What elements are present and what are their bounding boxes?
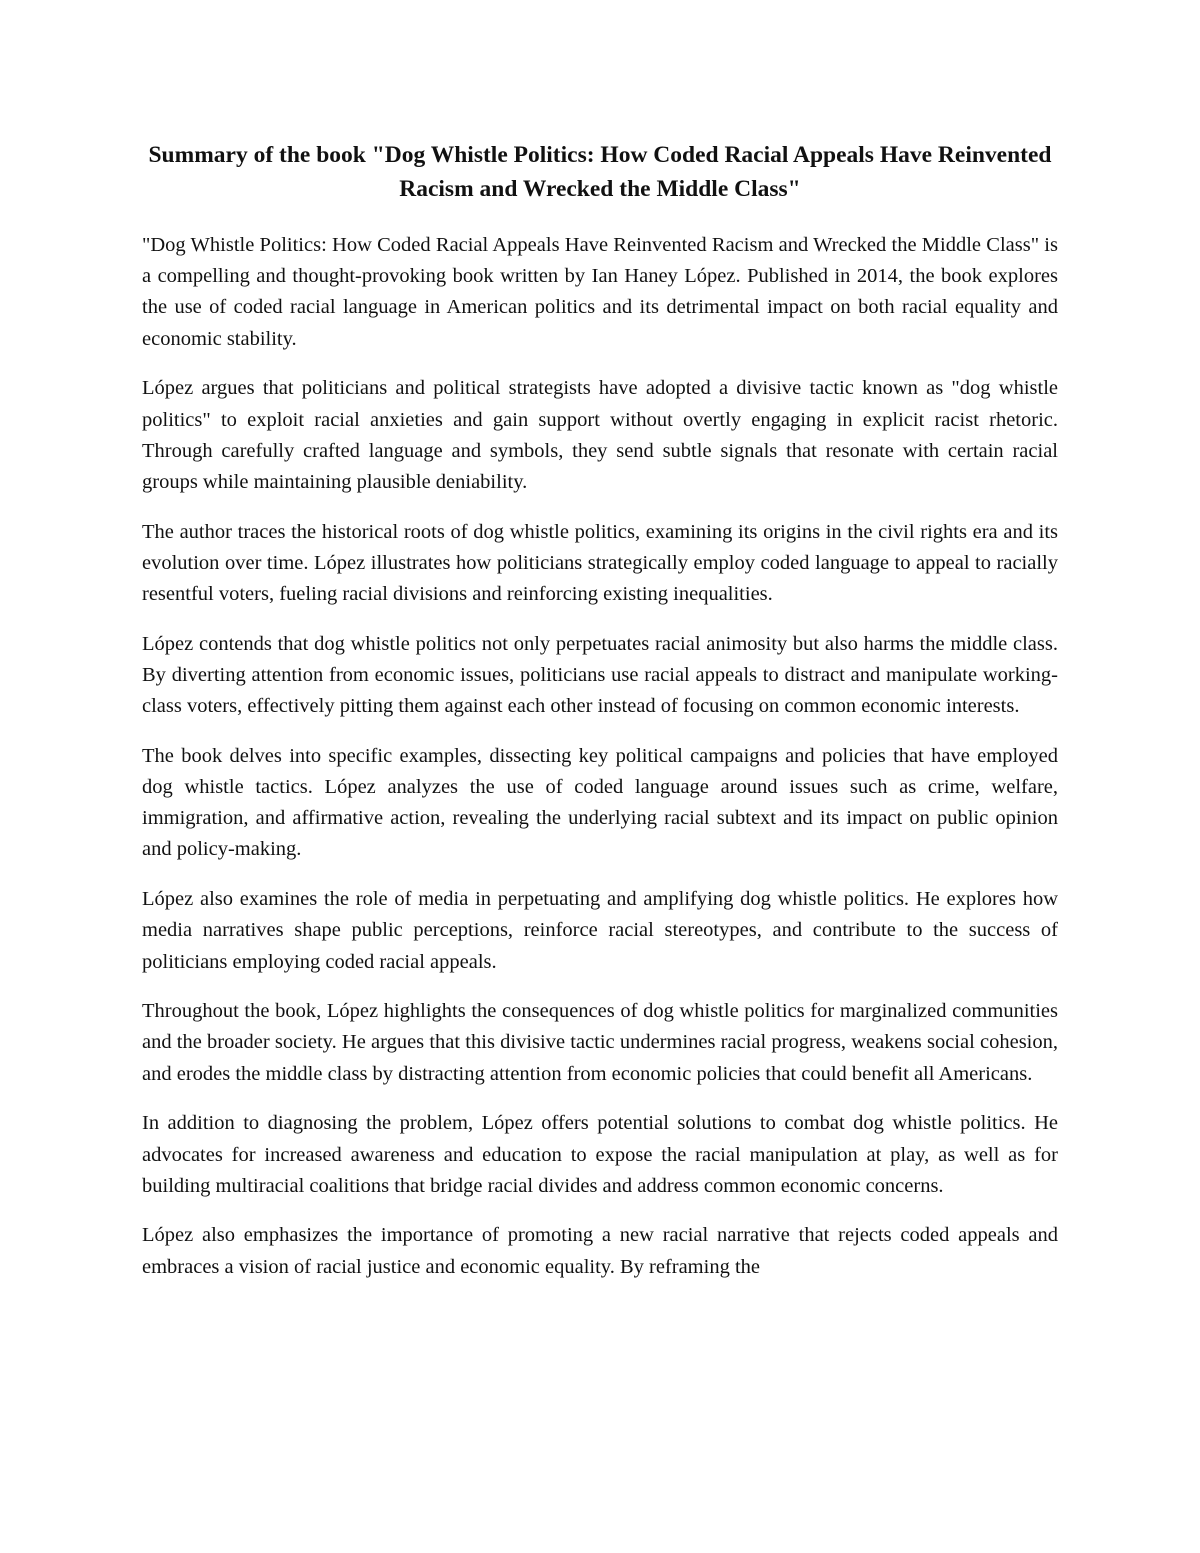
paragraph-consequences: Throughout the book, López highlights the consequences of dog whistle politics for marginalized communities and the broader society. He argues that this divisive tactic undermines racial progress, weakens social cohesion, and erodes the middle class by distracting attention from economic policies that could benefit all Americans.: [142, 1000, 1058, 1085]
document-title: Summary of the book "Dog Whistle Politics: How Coded Racial Appeals Have Reinvented Racism and Wrecked the Middle Class": [148, 142, 1052, 202]
paragraph-argument: López argues that politicians and political strategists have adopted a divisive tactic known as "dog whistle politics" to exploit racial anxieties and gain support without overtly engaging in explicit racist rhetoric. Through carefully crafted language and symbols, they send subtle signals that resonate with certain racial groups while maintaining plausible deniability.: [142, 377, 1058, 493]
paragraph-examples: The book delves into specific examples, dissecting key political campaigns and policies that have employed dog whistle tactics. López analyzes the use of coded language around issues such as crime, welfare, immigration, and affirmative action, revealing the underlying racial subtext and its impact on public opinion and policy-making.: [142, 744, 1058, 861]
document-page: [142, 138, 1058, 1301]
paragraph-history: The author traces the historical roots of dog whistle politics, examining its origins in the civil rights era and its evolution over time. López illustrates how politicians strategically employ coded language to appeal to racially resentful voters, fueling racial divisions and reinforcing existing inequalities.: [142, 520, 1058, 606]
paragraph-solutions: In addition to diagnosing the problem, López offers potential solutions to combat dog whistle politics. He advocates for increased awareness and education to expose the racial manipulation at play, as well as for building multiracial coalitions that bridge racial divides and address common economic concerns.: [142, 1112, 1058, 1197]
paragraph-middle-class: López contends that dog whistle politics not only perpetuates racial animosity but also harms the middle class. By diverting attention from economic issues, politicians use racial appeals to distract and manipulate working-class voters, effectively pitting them against each other instead of focusing on common economic interests.: [142, 632, 1058, 718]
paragraph-media: López also examines the role of media in perpetuating and amplifying dog whistle politics. He explores how media narratives shape public perceptions, reinforce racial stereotypes, and contribute to the success of politicians employing coded racial appeals.: [142, 888, 1058, 973]
paragraph-intro: "Dog Whistle Politics: How Coded Racial Appeals Have Reinvented Racism and Wrecked the Middle Class" is a compelling and thought-provoking book written by Ian Haney López. Published in 2014, the book explores the use of coded racial language in American politics and its detrimental impact on both racial equality and economic stability.: [142, 234, 1058, 350]
paragraph-narrative: López also emphasizes the importance of promoting a new racial narrative that rejects coded appeals and embraces a vision of racial justice and economic equality. By reframing the: [142, 1224, 1058, 1278]
